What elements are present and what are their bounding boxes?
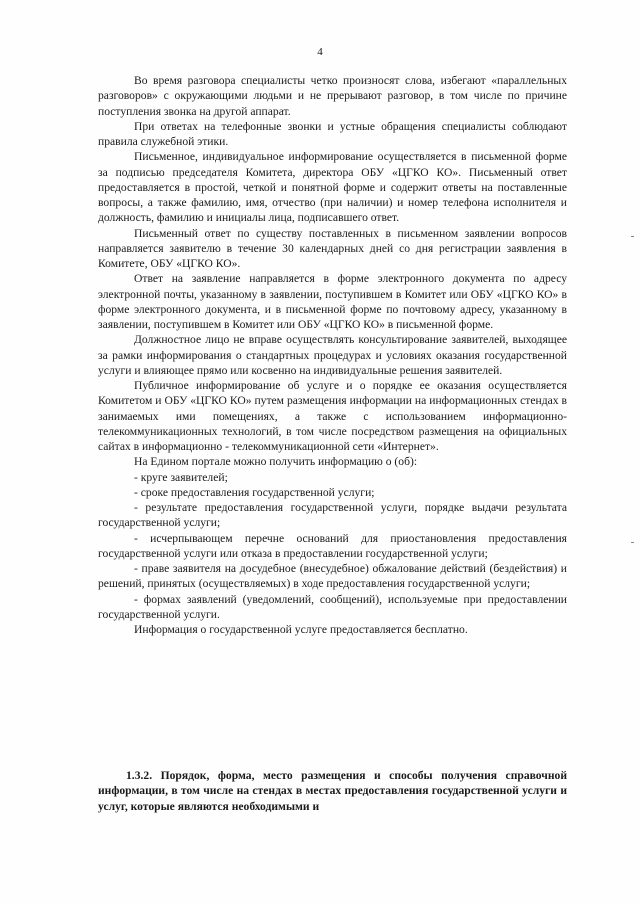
paragraph: Должностное лицо не вправе осуществлять консультирование заявителей, выходящее за рамки информирования о стандартных процедурах и условиях оказания государственной услуги и влияющее прямо или косвенно на индивидуальные решения заявителей. bbox=[98, 333, 567, 377]
list-item: - исчерпывающем перечне оснований для приостановления предоставления государственной услуги или отказа в предоставлении государственной услуги; bbox=[98, 531, 567, 560]
list-item: - праве заявителя на досудебное (внесудебное) обжалование действий (бездействия) и решений, принятых (осуществляемых) в ходе предоставления государственной услуги; bbox=[98, 562, 567, 591]
paragraph: Ответ на заявление направляется в форме электронного документа по адресу электронной почты, указанному в заявлении, поступившем в Комитет или ОБУ «ЦГКО КО» в форме электронного документа, и в письменной форме по почтовому адресу, указанному в заявлении, поступившем в Комитет или ОБУ «ЦГКО КО» в письменной форме. bbox=[98, 272, 567, 331]
list-item: - круге заявителей; bbox=[134, 470, 228, 484]
closing-paragraph: Информация о государственной услуге предоставляется бесплатно. bbox=[134, 623, 468, 636]
page-number: 4 bbox=[317, 46, 323, 58]
paragraph: Письменное, индивидуальное информирование осуществляется в письменной форме за подписью председателя Комитета, директора ОБУ «ЦГКО КО». Письменный ответ предоставляется в простой, четкой и понятной форме и содержит ответы на поставленные вопросы, а также фамилию, имя, отчество (при наличии) и номер телефона исполнителя и должность, фамилию и инициалы лица, подписавшего ответ. bbox=[98, 150, 567, 225]
section-heading: 1.3.2. Порядок, форма, место размещения и способы получения справочной информации, в том числе на стендах в местах предоставления государственной услуги и услуг, которые являются необходимыми и bbox=[98, 769, 567, 813]
margin-mark bbox=[631, 542, 634, 543]
list-item: - сроке предоставления государственной услуги; bbox=[134, 485, 375, 499]
paragraph: Во время разговора специалисты четко произносят слова, избегают «параллельных разговоров» с окружающими людьми и не прерывают разговор, в том числе по причине поступления звонка на другой аппарат. bbox=[98, 74, 567, 118]
list-item: - результате предоставления государственной услуги, порядке выдачи результата государственной услуги; bbox=[98, 501, 567, 530]
paragraph: Публичное информирование об услуге и о порядке ее оказания осуществляется Комитетом и ОБУ «ЦГКО КО» путем размещения информации на информационных стендах в занимаемых ими помещениях, а также с использованием информационно-телекоммуникационных технологий, в том числе посредством размещения на официальных сайтах в информационно - телекоммуникационной сети «Интернет». bbox=[98, 379, 567, 453]
paragraph: Письменный ответ по существу поставленных в письменном заявлении вопросов направляется заявителю в течение 30 календарных дней со дня регистрации заявления в Комитете, ОБУ «ЦГКО КО». bbox=[98, 226, 567, 270]
list-item: - формах заявлений (уведомлений, сообщений), используемые при предоставлении государственной услуги. bbox=[98, 592, 567, 621]
paragraph: При ответах на телефонные звонки и устные обращения специалисты соблюдают правила служебной этики. bbox=[98, 119, 567, 148]
paragraph: На Едином портале можно получить информацию о (об): bbox=[134, 455, 418, 469]
document-body bbox=[98, 73, 567, 637]
margin-mark bbox=[631, 236, 634, 237]
